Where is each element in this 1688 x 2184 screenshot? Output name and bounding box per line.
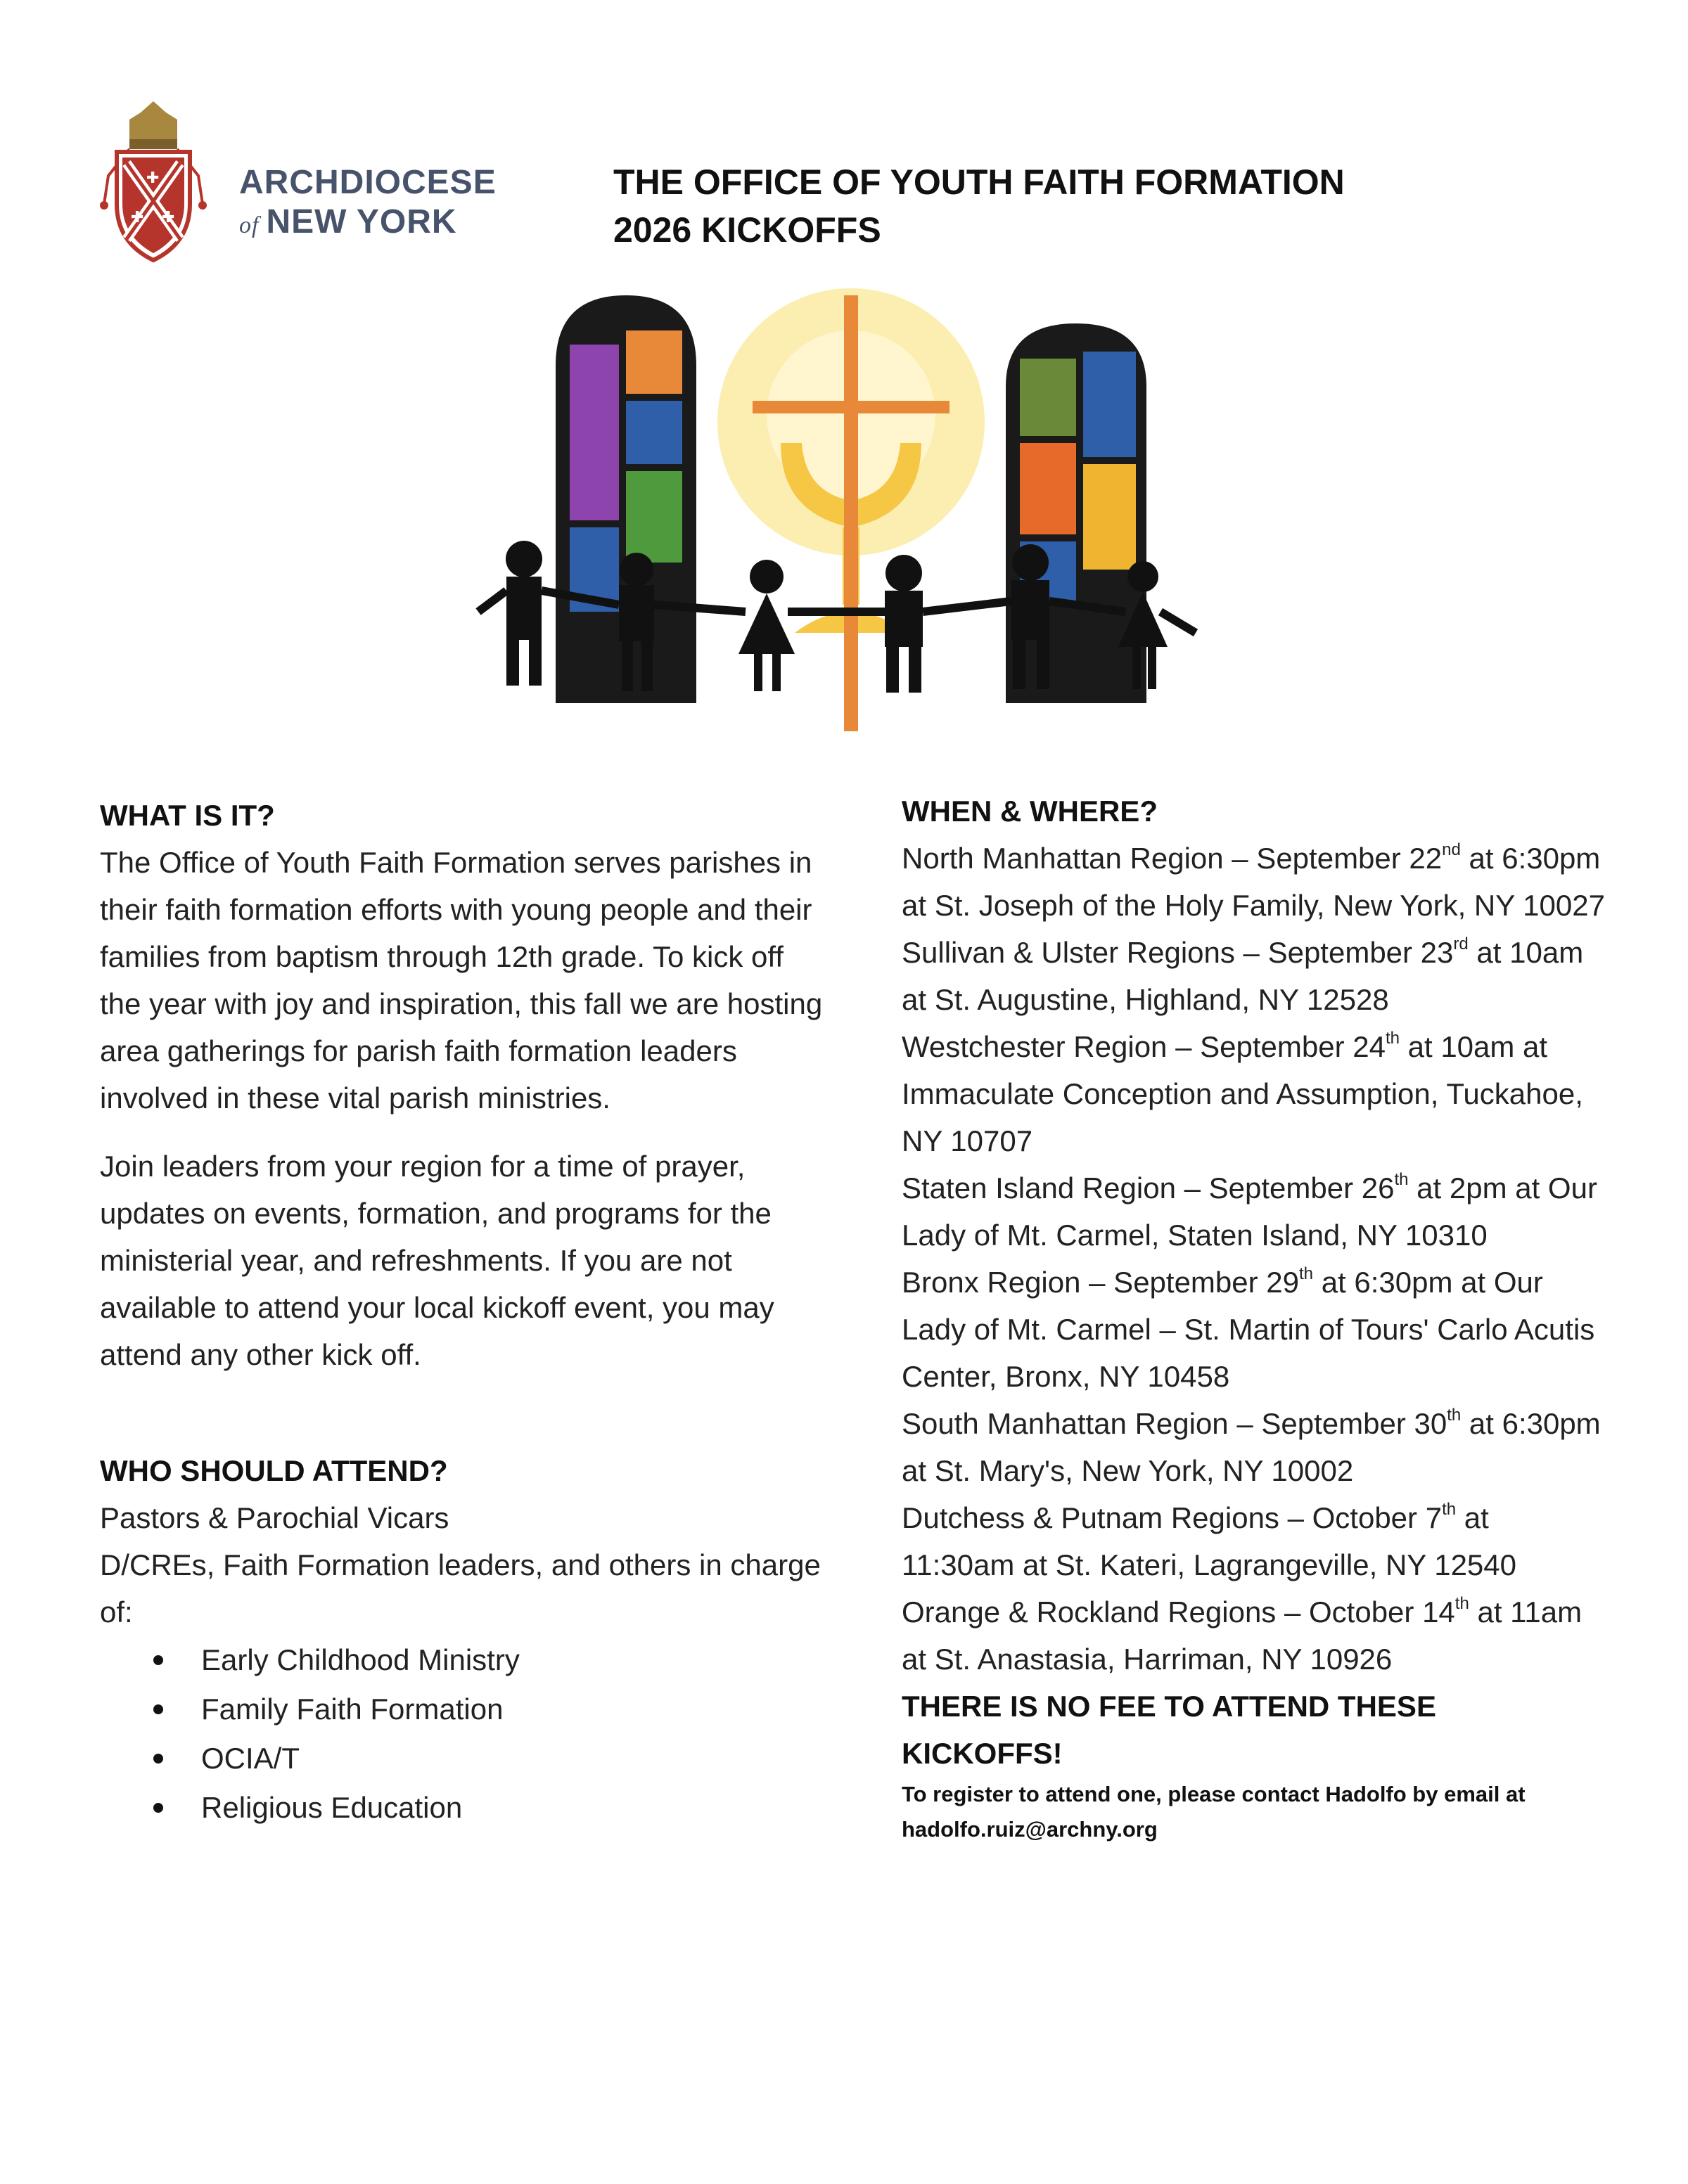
event-bronx: Bronx Region – September 29th at 6:30pm at Our Lady of Mt. Carmel – St. Martin of Tours' Carlo Acutis Center, Bronx, NY 10458 (902, 1264, 1595, 1393)
list-item: Religious Education (100, 1783, 831, 1832)
brand-city: NEW YORK (266, 203, 457, 240)
list-item: Early Childhood Ministry (100, 1636, 831, 1685)
svg-text:✚: ✚ (146, 169, 160, 187)
who-heading: WHO SHOULD ATTEND? (100, 1454, 448, 1487)
who-line-2: D/CREs, Faith Formation leaders, and others in charge of: (100, 1548, 821, 1629)
right-column (902, 788, 1605, 1847)
event-south-manhattan: South Manhattan Region – September 30th at 6:30pm at St. Mary's, New York, NY 10002 (902, 1406, 1601, 1487)
stained-glass-children-illustration (450, 281, 1252, 745)
event-westchester: Westchester Region – September 24th at 10am at Immaculate Conception and Assumption, Tuckahoe, NY 10707 (902, 1029, 1583, 1157)
list-item: Family Faith Formation (100, 1685, 831, 1734)
brand-name-line1: ARCHDIOCESE (239, 164, 497, 201)
what-heading: WHAT IS IT? (100, 799, 275, 832)
when-heading: WHEN & WHERE? (902, 795, 1158, 828)
left-column (100, 792, 831, 1832)
what-paragraph-2: Join leaders from your region for a time of prayer, updates on events, formation, and programs for the ministerial year, and refreshments. If you are not available to attend your local kickoff event, you may attend any other kick off. (100, 1150, 774, 1371)
list-item: OCIA/T (100, 1734, 831, 1783)
event-staten-island: Staten Island Region – September 26th at 2pm at Our Lady of Mt. Carmel, Staten Island, NY 10310 (902, 1170, 1597, 1252)
no-fee-notice: THERE IS NO FEE TO ATTEND THESE KICKOFFS! (902, 1690, 1436, 1770)
ministry-list (100, 1636, 831, 1832)
svg-text:✚: ✚ (162, 209, 175, 226)
event-north-manhattan: North Manhattan Region – September 22nd at 6:30pm at St. Joseph of the Holy Family, New York, NY 10027 (902, 840, 1605, 922)
page-title (613, 158, 1345, 254)
event-orange-rockland: Orange & Rockland Regions – October 14th at 11am at St. Anastasia, Harriman, NY 10926 (902, 1594, 1582, 1676)
svg-text:✚: ✚ (131, 209, 144, 226)
event-dutchess-putnam: Dutchess & Putnam Regions – October 7th at 11:30am at St. Kateri, Lagrangeville, NY 12540 (902, 1500, 1517, 1581)
event-sullivan-ulster: Sullivan & Ulster Regions – September 23rd at 10am at St. Augustine, Highland, NY 12528 (902, 934, 1584, 1016)
brand-name-line2 (239, 203, 457, 241)
who-line-1: Pastors & Parochial Vicars (100, 1501, 449, 1534)
brand-of: of (239, 212, 260, 238)
title-line2: 2026 KICKOFFS (613, 210, 881, 250)
title-line1: THE OFFICE OF YOUTH FAITH FORMATION (613, 162, 1345, 202)
registration-note: To register to attend one, please contact Hadolfo by email at hadolfo.ruiz@archny.org (902, 1782, 1526, 1842)
what-paragraph-1: The Office of Youth Faith Formation serves parishes in their faith formation efforts with young people and their families from baptism through 12th grade. To kick off the year with joy and inspiration, this fall we are hosting area gatherings for parish faith formation leaders involved in these vital parish ministries. (100, 846, 823, 1115)
